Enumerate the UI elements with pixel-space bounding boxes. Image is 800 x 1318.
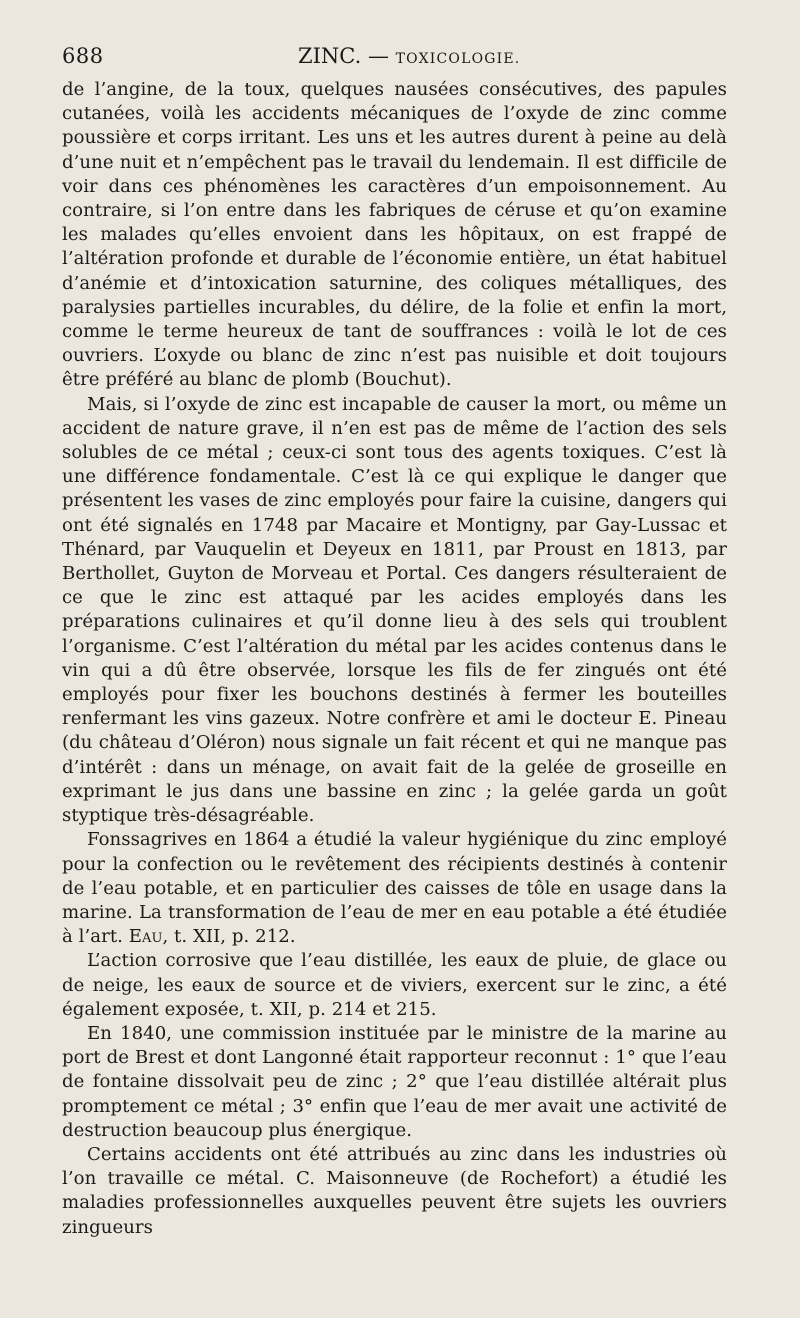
running-title [298, 44, 520, 68]
paragraph-text-before: Fonssagrives en 1864 a étudié la valeur hygiénique du zinc employé pour la confection ou le revêtement des récipients destinés à contenir de l’eau potable, et en particulier des caisses de tôle en usage dans la marine. La transformation de l’eau de mer en eau potable a été étudiée à l’art. [62, 829, 727, 948]
paragraph-industrial-accidents: Certains accidents ont été attribués au zinc dans les industries où l’on travaille ce métal. C. Maisonneuve (de Rochefort) a étudié les maladies professionnelles auxquelles peuvent être sujets les ouvriers zingueurs [62, 1143, 727, 1238]
paragraph-corrosive-action: L’action corrosive que l’eau distillée, les eaux de pluie, de glace ou de neige, les eaux de source et de viviers, exercent sur le zinc, a été également exposée, t. XII, p. 214 et 215. [62, 950, 727, 1020]
running-header [62, 44, 726, 76]
paragraph-fonssagrives [62, 828, 727, 949]
header-title: ZINC. [298, 44, 362, 68]
cross-reference-term: Eau [128, 926, 163, 948]
page-number: 688 [62, 44, 104, 68]
paragraph-text-after: , t. XII, p. 212. [162, 926, 296, 948]
header-separator: — [361, 44, 396, 68]
paragraph-zinc-salts: Mais, si l’oxyde de zinc est incapable de causer la mort, ou même un accident de nature grave, il n’en est pas de même de l’action des sels solubles de ce métal ; ceux-ci sont tous des agents toxiques. C’est là une différence fondamentale. C’est là ce qui explique le danger que présentent les vases de zinc employés pour faire la cuisine, dangers qui ont été signalés en 1748 par Macaire et Montigny, par Gay-Lussac et Thénard, par Vauquelin et Deyeux en 1811, par Proust en 1813, par Berthollet, Guyton de Morveau et Portal. Ces dangers résulteraient de ce que le zinc est attaqué par les acides employés dans les préparations culinaires et qu’il donne lieu à des sels qui troublent l’organisme. C’est l’altération du métal par les acides contenus dans le vin qui a dû être observée, lorsque les fils de fer zingués ont été employés pour fixer les bouchons destinés à fermer les bouteilles renfermant les vins gazeux. Notre confrère et ami le docteur E. Pineau (du château d’Oléron) nous signale un fait récent et qui ne manque pas d’intérêt : dans un ménage, on avait fait de la gelée de groseille en exprimant le jus dans une bassine en zinc ; la gelée garda un goût styptique très-désagréable. [62, 393, 727, 827]
body-text [62, 78, 727, 1240]
paragraph-commission-1840: En 1840, une commission instituée par le ministre de la marine au port de Brest et dont Langonné était rapporteur reconnut : 1° que l’eau de fontaine dissolvait peu de zinc ; 2° que l’eau distillée altérait plus promptement ce métal ; 3° enfin que l’eau de mer avait une activité de destruction beaucoup plus énergique. [62, 1022, 727, 1141]
header-subtitle: TOXICOLOGIE. [395, 51, 521, 67]
paragraph-continued: de l’angine, de la toux, quelques nausées consécutives, des papules cutanées, voilà les accidents mécaniques de l’oxyde de zinc comme poussière et corps irritant. Les uns et les autres durent à peine au delà d’une nuit et n’empêchent pas le travail du lendemain. Il est difficile de voir dans ces phénomènes les caractères d’un empoisonnement. Au contraire, si l’on entre dans les fabriques de céruse et qu’on examine les malades qu’elles envoient dans les hôpitaux, on est frappé de l’altération profonde et durable de l’économie entière, un état habituel d’anémie et d’intoxication saturnine, des coliques métalliques, des paralysies partielles incurables, du délire, de la folie et enfin la mort, comme le terme heureux de tant de souffrances : voilà le lot de ces ouvriers. L’oxyde ou blanc de zinc n’est pas nuisible et doit toujours être préféré au blanc de plomb (Bouchut). [62, 79, 727, 391]
